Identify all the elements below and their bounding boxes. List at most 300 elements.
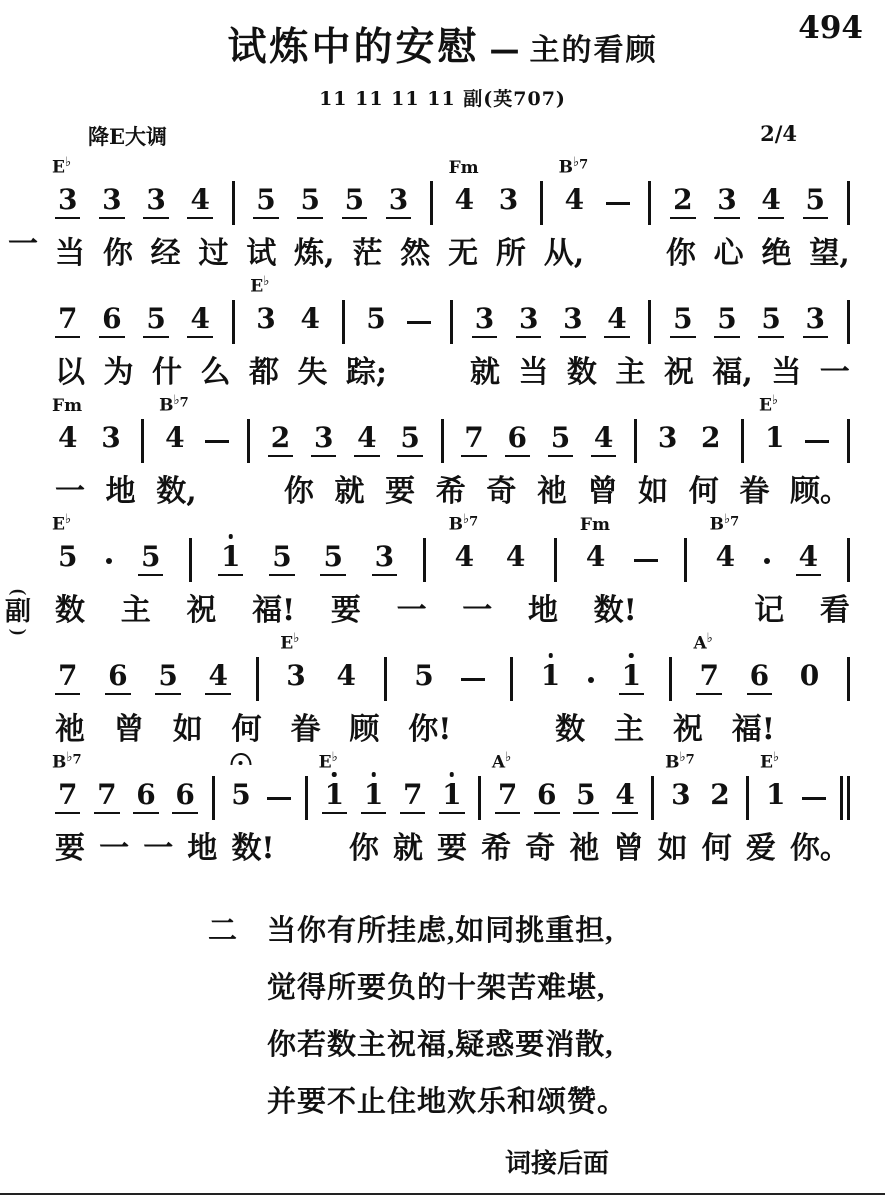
barline: [847, 538, 850, 582]
note: [99, 185, 124, 219]
lyric-syllable: 祂: [569, 831, 600, 866]
chord-label: Fm: [448, 158, 479, 178]
barline: [847, 300, 850, 344]
lyric-syllable: 祝: [663, 355, 694, 390]
note: [386, 185, 411, 219]
note-digit: 4: [604, 304, 629, 338]
note-digit: 4: [715, 540, 736, 573]
note: [612, 780, 637, 814]
lyric-syllable: 为: [103, 355, 134, 390]
chord-label: E♭: [280, 631, 300, 654]
note: [363, 304, 388, 338]
lyric-syllable: 地: [187, 831, 218, 866]
note-digit: 7: [400, 780, 425, 814]
augmentation-dot: [588, 677, 594, 683]
note-digit: 7: [696, 661, 721, 695]
note: [98, 423, 123, 457]
barline: [342, 300, 345, 344]
music-system: [55, 274, 850, 390]
lyric-syllable: 就: [334, 474, 365, 509]
note-digit: 5: [670, 304, 695, 338]
note-digit: 3: [560, 304, 585, 338]
barline: [212, 776, 215, 820]
note-digit: 4: [205, 661, 230, 695]
note-digit: 6: [505, 423, 530, 457]
lyric-syllable: 如: [657, 831, 688, 866]
hymn-title-dash: —: [489, 33, 520, 68]
note: [187, 304, 212, 338]
note-row: [55, 274, 850, 338]
lyric-syllable: 你!: [408, 712, 452, 747]
lyric-syllable: 一: [55, 474, 85, 509]
note: [297, 185, 322, 219]
note-digit: 1: [218, 542, 243, 576]
note-digit: 5: [758, 304, 783, 338]
note-digit: 1: [439, 780, 464, 814]
chord-label: Fm: [579, 515, 610, 535]
note-digit: 6: [172, 780, 197, 814]
note-row: [52, 750, 850, 814]
hymn-title: [0, 0, 885, 72]
note-digit: 5: [342, 185, 367, 219]
note-digit: 5: [231, 778, 251, 811]
lyric-syllable: 失: [297, 355, 328, 390]
note: [560, 304, 585, 338]
note: [579, 515, 610, 576]
verse2-number: 二: [208, 915, 238, 947]
key-row: [88, 121, 797, 151]
note-digit: 4: [505, 540, 526, 573]
note-digit: 3: [803, 304, 828, 338]
note-digit: 1: [619, 661, 644, 695]
note: [693, 631, 721, 695]
note-digit: 7: [94, 780, 119, 814]
note-digit: 3: [472, 304, 497, 338]
barline: [450, 300, 453, 344]
held-note-dash: [805, 440, 829, 444]
octave-dot: [629, 653, 634, 658]
music-systems: [0, 155, 885, 866]
note: [372, 542, 397, 576]
note-digit: 0: [799, 659, 820, 692]
note: [318, 750, 347, 814]
octave-dot: [371, 772, 376, 777]
note: [159, 393, 189, 457]
note: [228, 780, 253, 814]
footer-note: 词接后面: [505, 1149, 610, 1178]
chord-label: A♭: [491, 750, 512, 773]
music-system: [52, 393, 850, 509]
note-digit: 3: [657, 421, 678, 454]
lyric-row: [55, 704, 850, 746]
verse2-line: 当你有所挂虑,如同挑重担,: [267, 915, 614, 947]
note: [448, 512, 479, 576]
note-digit: 4: [454, 540, 475, 573]
chord-label: E♭: [52, 512, 72, 535]
note-digit: 3: [55, 185, 80, 219]
verse2-block: [208, 911, 885, 1139]
vertical-paren-close: ): [8, 628, 30, 636]
note-digit: 4: [758, 185, 783, 219]
chord-label: $B^{♭7}$: [709, 512, 740, 535]
note: [105, 661, 130, 695]
barline: [247, 419, 250, 463]
note-digit: 7: [55, 304, 80, 338]
note: [796, 542, 821, 576]
note: [665, 750, 695, 814]
lyric-syllable: 祝: [672, 712, 703, 747]
chord-label: $B^{♭7}$: [558, 155, 589, 178]
vertical-paren-open: (: [8, 588, 30, 596]
note: [143, 185, 168, 219]
lyric-syllable: 然: [400, 236, 431, 271]
note: [760, 750, 788, 814]
note: [472, 304, 497, 338]
note: [269, 542, 294, 576]
held-note-dash: [802, 797, 826, 801]
page-number: 494: [798, 10, 863, 46]
lyric-syllable: 一: [396, 593, 427, 628]
lyric-syllable: 眷: [290, 712, 321, 747]
held-note-dash: [407, 321, 431, 325]
barline: [141, 419, 144, 463]
note: [655, 423, 680, 457]
note-digit: 3: [256, 302, 276, 335]
note-digit: 6: [133, 780, 158, 814]
chord-label: E♭: [758, 393, 779, 416]
lyric-syllable: 曾: [613, 831, 644, 866]
note: [354, 423, 379, 457]
note-digit: 5: [548, 423, 573, 457]
held-note-dash: [606, 202, 630, 206]
note: [205, 661, 230, 695]
barline: [423, 538, 426, 582]
lyric-syllable: 要: [437, 831, 468, 866]
lyric-syllable: 一: [99, 831, 130, 866]
lyric-syllable: 你: [665, 236, 696, 271]
note: [707, 780, 732, 814]
verse2-line: 觉得所要负的十架苦难堪,: [267, 972, 606, 1004]
note-digit: 1: [766, 778, 786, 811]
lyric-syllable: 试: [246, 236, 277, 271]
barline: [384, 657, 387, 701]
lyric-syllable: 你。: [789, 831, 850, 866]
lyric-syllable: 爱: [745, 831, 776, 866]
note: [491, 750, 520, 814]
lyric-syllable: 祂: [536, 474, 567, 509]
note: [758, 304, 783, 338]
final-double-barline: [840, 776, 850, 820]
fermata-icon: [230, 753, 251, 765]
lyric-syllable: 地: [105, 474, 136, 509]
note-digit: 4: [58, 421, 78, 454]
lyric-syllable: 就: [392, 831, 423, 866]
note: [138, 542, 163, 576]
note: [311, 423, 336, 457]
note: [400, 780, 425, 814]
verse2-line: 你若数主祝福,疑惑要消散,: [267, 1029, 614, 1061]
barline: [256, 657, 259, 701]
barline: [554, 538, 557, 582]
lyric-syllable: 福!: [252, 593, 296, 628]
lyric-syllable: 数: [555, 712, 586, 747]
barline-stroke: [840, 776, 843, 820]
lyric-syllable: 当: [771, 355, 802, 390]
chord-label: $B^{♭7}$: [665, 750, 695, 773]
music-system: [55, 631, 850, 747]
note-digit: 3: [498, 183, 519, 216]
lyric-row: [55, 347, 850, 389]
note: [297, 304, 322, 338]
note: [573, 780, 598, 814]
note: [155, 661, 180, 695]
barline: [510, 657, 513, 701]
lyric-syllable: 望,: [809, 236, 850, 271]
note-digit: 6: [105, 661, 130, 695]
barline: [540, 181, 543, 225]
lyric-syllable: 数!: [231, 831, 275, 866]
barline: [232, 300, 235, 344]
lyric-syllable: 过: [198, 236, 229, 271]
note-digit: 4: [187, 304, 212, 338]
chord-label: E♭: [250, 274, 270, 297]
note-digit: 4: [591, 423, 616, 457]
note-digit: 3: [286, 659, 306, 692]
note: [758, 185, 783, 219]
note-digit: 4: [796, 542, 821, 576]
lyric-syllable: 地: [527, 593, 558, 628]
barline: [847, 419, 850, 463]
chord-label: $B^{♭7}$: [448, 512, 479, 535]
chord-label: E♭: [318, 750, 338, 773]
lyric-syllable: 一: [143, 831, 174, 866]
lyric-syllable: 眷: [739, 474, 770, 509]
note: [280, 631, 308, 695]
note-digit: 2: [268, 423, 293, 457]
note-digit: 5: [803, 185, 828, 219]
lyric-syllable: 曾: [113, 712, 144, 747]
lyric-syllable: 顾: [349, 712, 380, 747]
note: [448, 158, 479, 219]
note-digit: 1: [764, 421, 785, 454]
lyric-syllable: 看: [819, 593, 850, 628]
note-digit: 3: [99, 185, 124, 219]
note-digit: 4: [564, 183, 585, 216]
note-row: [52, 512, 850, 576]
lyric-syllable: 记: [754, 593, 785, 628]
lyric-syllable: 所: [495, 236, 526, 271]
note: [803, 185, 828, 219]
note: [268, 423, 293, 457]
note: [361, 780, 386, 814]
note: [99, 304, 124, 338]
lyric-syllable: 茫: [352, 236, 383, 271]
key-signature: 降E大调: [88, 124, 168, 149]
note-digit: 5: [58, 540, 78, 573]
lyric-syllable: 心: [713, 236, 744, 271]
note-row: [55, 631, 850, 695]
barline: [634, 419, 637, 463]
note-digit: 5: [143, 304, 168, 338]
note-digit: 4: [354, 423, 379, 457]
refrain-marker: [5, 587, 31, 637]
lyric-syllable: 数!: [593, 593, 637, 628]
barline: [746, 776, 749, 820]
note-digit: 7: [461, 423, 486, 457]
note: [411, 661, 436, 695]
note: [52, 512, 80, 576]
barline: [232, 181, 235, 225]
note: [538, 661, 563, 695]
note-digit: 5: [714, 304, 739, 338]
lyric-syllable: 数,: [156, 474, 197, 509]
lyric-syllable: 数: [566, 355, 597, 390]
lyric-syllable: 就: [469, 355, 500, 390]
octave-dot: [548, 653, 553, 658]
note-digit: 4: [454, 183, 475, 216]
music-system: [5, 512, 850, 636]
lyric-row: [55, 823, 850, 865]
note: [505, 423, 530, 457]
verse2-line: 并要不止住地欢乐和颂赞。: [267, 1086, 628, 1118]
note: [439, 780, 464, 814]
note-digit: 7: [495, 780, 520, 814]
lyric-syllable: 顾。: [789, 474, 850, 509]
lyric-syllable: 祂: [55, 712, 85, 747]
note-digit: 7: [55, 661, 80, 695]
lyric-syllable: 么: [200, 355, 231, 390]
note: [698, 423, 723, 457]
barline: [478, 776, 481, 820]
note-digit: 3: [516, 304, 541, 338]
note: [187, 185, 212, 219]
augmentation-dot: [764, 558, 770, 564]
lyric-syllable: 要: [55, 831, 85, 866]
note: [52, 396, 83, 457]
held-note-dash: [461, 678, 485, 682]
chord-label: Fm: [52, 396, 83, 416]
note-digit: 5: [253, 185, 278, 219]
note-digit: 6: [99, 304, 124, 338]
note-digit: 4: [300, 302, 320, 335]
verse-marker: 一: [8, 227, 38, 262]
note-digit: 5: [269, 542, 294, 576]
lyric-syllable: 经: [150, 236, 181, 271]
note-digit: 5: [366, 302, 386, 335]
note-digit: 1: [361, 780, 386, 814]
held-note-dash: [267, 797, 291, 801]
lyric-syllable: 主: [120, 593, 151, 628]
note-digit: 6: [747, 661, 772, 695]
note-digit: 5: [138, 542, 163, 576]
note-digit: 3: [671, 778, 691, 811]
note: [250, 274, 278, 338]
note: [797, 661, 822, 695]
lyric-syllable: 奇: [486, 474, 517, 509]
note: [133, 780, 158, 814]
note-digit: 3: [714, 185, 739, 219]
barline: [305, 776, 308, 820]
lyric-syllable: 祝: [186, 593, 217, 628]
octave-dot: [228, 534, 233, 539]
lyric-syllable: 都: [248, 355, 279, 390]
note-row: [52, 393, 850, 457]
lyric-syllable: 福,: [712, 355, 753, 390]
note-digit: 4: [187, 185, 212, 219]
held-note-dash: [205, 440, 229, 444]
note-digit: 2: [670, 185, 695, 219]
note: [94, 780, 119, 814]
note-digit: 1: [540, 659, 561, 692]
note: [172, 780, 197, 814]
music-system: [52, 750, 850, 866]
barline: [669, 657, 672, 701]
note-digit: 4: [336, 659, 356, 692]
note: [758, 393, 787, 457]
lyric-syllable: 何: [231, 712, 262, 747]
note: [52, 750, 82, 814]
barline: [441, 419, 444, 463]
octave-dot: [332, 772, 337, 777]
octave-dot: [450, 772, 455, 777]
lyric-syllable: 以: [55, 355, 85, 390]
lyric-syllable: 炼,: [294, 236, 335, 271]
lyric-syllable: 什: [151, 355, 182, 390]
lyric-syllable: 踪;: [345, 355, 387, 390]
lyric-syllable: 你: [348, 831, 379, 866]
lyric-syllable: 如: [638, 474, 669, 509]
note-digit: 7: [55, 780, 80, 814]
hymn-title-main: 试炼中的安慰: [227, 25, 480, 70]
note: [333, 661, 358, 695]
verse2-lines: [267, 911, 627, 1139]
note-digit: 5: [573, 780, 598, 814]
note-digit: 6: [534, 780, 559, 814]
lyric-syllable: 数: [55, 593, 85, 628]
barline: [684, 538, 687, 582]
note: [218, 542, 243, 576]
lyric-syllable: 希: [481, 831, 512, 866]
note: [747, 661, 772, 695]
note: [397, 423, 422, 457]
lyric-row: [55, 228, 850, 270]
note: [709, 512, 740, 576]
barline: [741, 419, 744, 463]
music-system: [8, 155, 850, 271]
held-note-dash: [634, 559, 658, 563]
note-digit: 3: [386, 185, 411, 219]
lyric-syllable: 绝: [761, 236, 792, 271]
note: [803, 304, 828, 338]
lyric-syllable: 一: [462, 593, 493, 628]
note: [503, 542, 528, 576]
lyric-syllable: 希: [435, 474, 466, 509]
note: [55, 661, 80, 695]
note-digit: 5: [297, 185, 322, 219]
note: [52, 155, 80, 219]
barline: [189, 538, 192, 582]
lyric-syllable: 要: [330, 593, 361, 628]
note-digit: 2: [701, 421, 721, 454]
barline: [648, 181, 651, 225]
note-digit: 4: [585, 540, 606, 573]
barline-stroke: [847, 776, 850, 820]
note: [619, 661, 644, 695]
note: [253, 185, 278, 219]
lyric-syllable: 奇: [525, 831, 556, 866]
lyric-row: [55, 466, 850, 508]
lyric-syllable: 何: [701, 831, 732, 866]
